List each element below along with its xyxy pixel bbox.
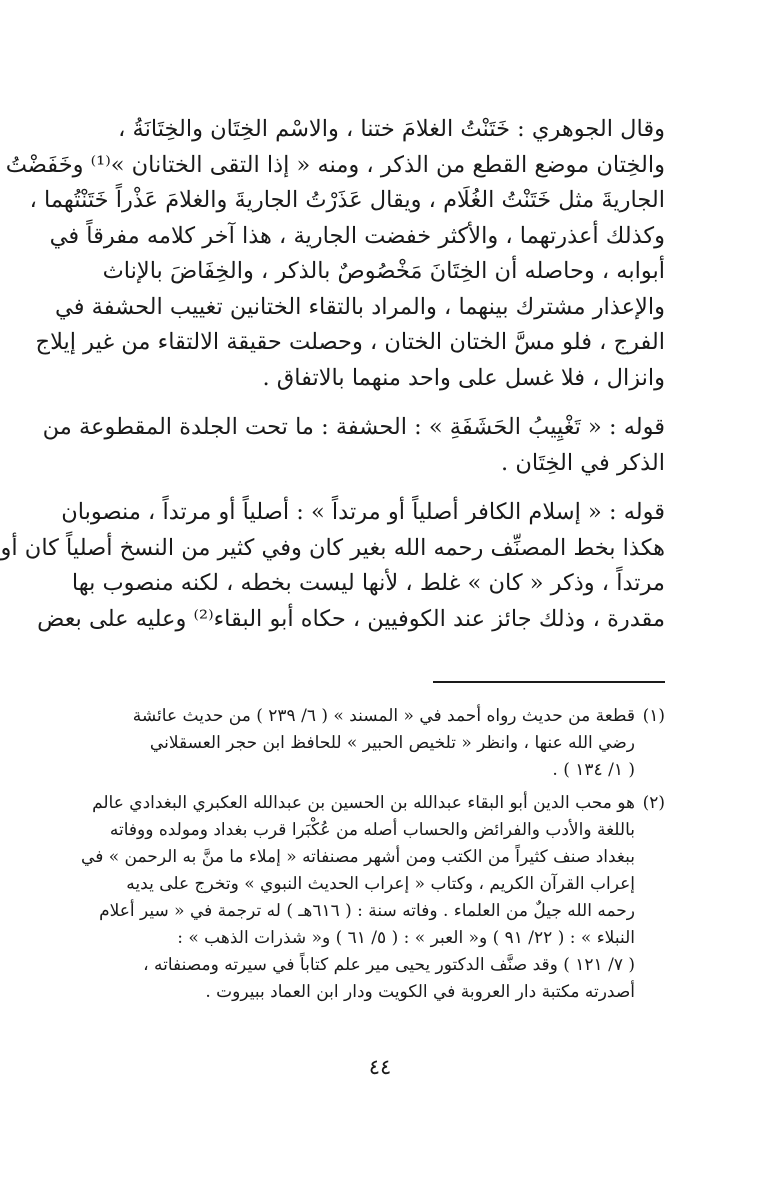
main-text	[0, 112, 665, 637]
footnote-number: (٢)	[642, 793, 665, 813]
footnote-number: (١)	[642, 706, 665, 726]
footnote-line: النبلاء » : ( ٢٢/ ٩١ ) و« العبر » : ( ٥/ ٦١ ) و« شذرات الذهب » :	[177, 928, 635, 948]
text-line: الذكر في الخِتَان .	[501, 449, 665, 476]
footnote-line: رحمه الله جيلٌ من العلماء . وفاته سنة : ( ٦١٦هـ ) له ترجمة في « سير أعلام	[99, 901, 635, 921]
text-line: قوله : « تَغْيِيبُ الحَشَفَةِ » : الحشفة : ما تحت الجلدة المقطوعة من	[42, 414, 665, 440]
footnote-text	[95, 703, 635, 784]
page-number: ٤٤	[368, 1055, 392, 1079]
footnote-line: ( ٧/ ١٢١ ) وقد صنَّف الدكتور يحيى مير علم كتاباً في سيرته ومصنفاته ،	[143, 955, 635, 975]
paragraph-3	[0, 495, 665, 637]
text-line: وقال الجوهري : خَتَنْتُ الغلامَ ختنا ، والاسْم الخِتَان والخِتَانَةُ ،	[118, 116, 665, 142]
footnote-2	[81, 790, 665, 1006]
footnotes	[81, 703, 665, 1012]
text-line: والخِتان موضع القطع من الذكر ، ومنه « إذا التقى الختانان »⁽¹⁾ وخَفَضْتُ	[5, 151, 665, 178]
footnote-line: رضي الله عنها ، وانظر « تلخيص الحبير » للحافظ ابن حجر العسقلاني	[149, 733, 635, 753]
footnote-line: ببغداد صنف كثيراً من الكتب ومن أشهر مصنفاته « إملاء ما منَّ به الرحمن » في	[81, 847, 635, 867]
text-line: والإعذار مشترك بينهما ، والمراد بالتقاء الختانين تغييب الحشفة في	[54, 293, 665, 320]
text-line: الفرج ، فلو مسَّ الختان الختان ، وحصلت حقيقة الالتقاء من غير إيلاج	[35, 329, 665, 355]
text-line: قوله : « إسلام الكافر أصلياً أو مرتداً » : أصلياً أو مرتداً ، منصوبان	[61, 499, 665, 525]
footnote-line: قطعة من حديث رواه أحمد في « المسند » ( ٦/ ٢٣٩ ) من حديث عائشة	[132, 706, 635, 726]
text-line: وكذلك أعذرتهما ، والأكثر خفضت الجارية ، هذا آخر كلامه مفرقاً في	[49, 222, 665, 249]
paragraph-1	[5, 112, 665, 396]
footnote-text	[81, 790, 635, 1006]
text-line: هكذا بخط المصنِّف رحمه الله بغير كان وفي كثير من النسخ أصلياً كان أو	[0, 534, 665, 561]
text-line: وانزال ، فلا غسل على واحد منهما بالاتفاق .	[262, 364, 665, 391]
text-line: مقدرة ، وذلك جائز عند الكوفيين ، حكاه أبو البقاء⁽²⁾ وعليه على بعض	[37, 605, 665, 632]
footnote-line: إعراب القرآن الكريم ، وكتاب « إعراب الحديث النبوي » وتخرج على يديه	[126, 874, 635, 894]
footnote-line: باللغة والأدب والفرائض والحساب أصله من عُكْبَرا قرب بغداد ومولده ووفاته	[109, 820, 635, 840]
footnote-divider	[433, 681, 665, 683]
text-line: الجاريةَ مثل خَتَنْتُ الغُلَام ، ويقال عَذَرْتُ الجاريةَ والغلامَ عَذْراً خَتَنْتُهما ،	[29, 187, 665, 213]
footnote-line: هو محب الدين أبو البقاء عبدالله بن الحسين بن عبدالله العكبري البغدادي عالم	[92, 793, 635, 813]
footnote-line: ( ١/ ١٣٤ ) .	[552, 760, 635, 780]
text-line: أبوابه ، وحاصله أن الخِتَانَ مَخْصُوصٌ بالذكر ، والخِفَاضَ بالإناث	[102, 258, 665, 284]
text-line: مرتداً ، وذكر « كان » غلط ، لأنها ليست بخطه ، لكنه منصوب بها	[71, 570, 665, 596]
footnote-line: أصدرته مكتبة دار العروبة في الكويت ودار ابن العماد ببيروت .	[205, 982, 635, 1002]
paragraph-2	[42, 410, 665, 481]
footnote-1	[95, 703, 665, 784]
